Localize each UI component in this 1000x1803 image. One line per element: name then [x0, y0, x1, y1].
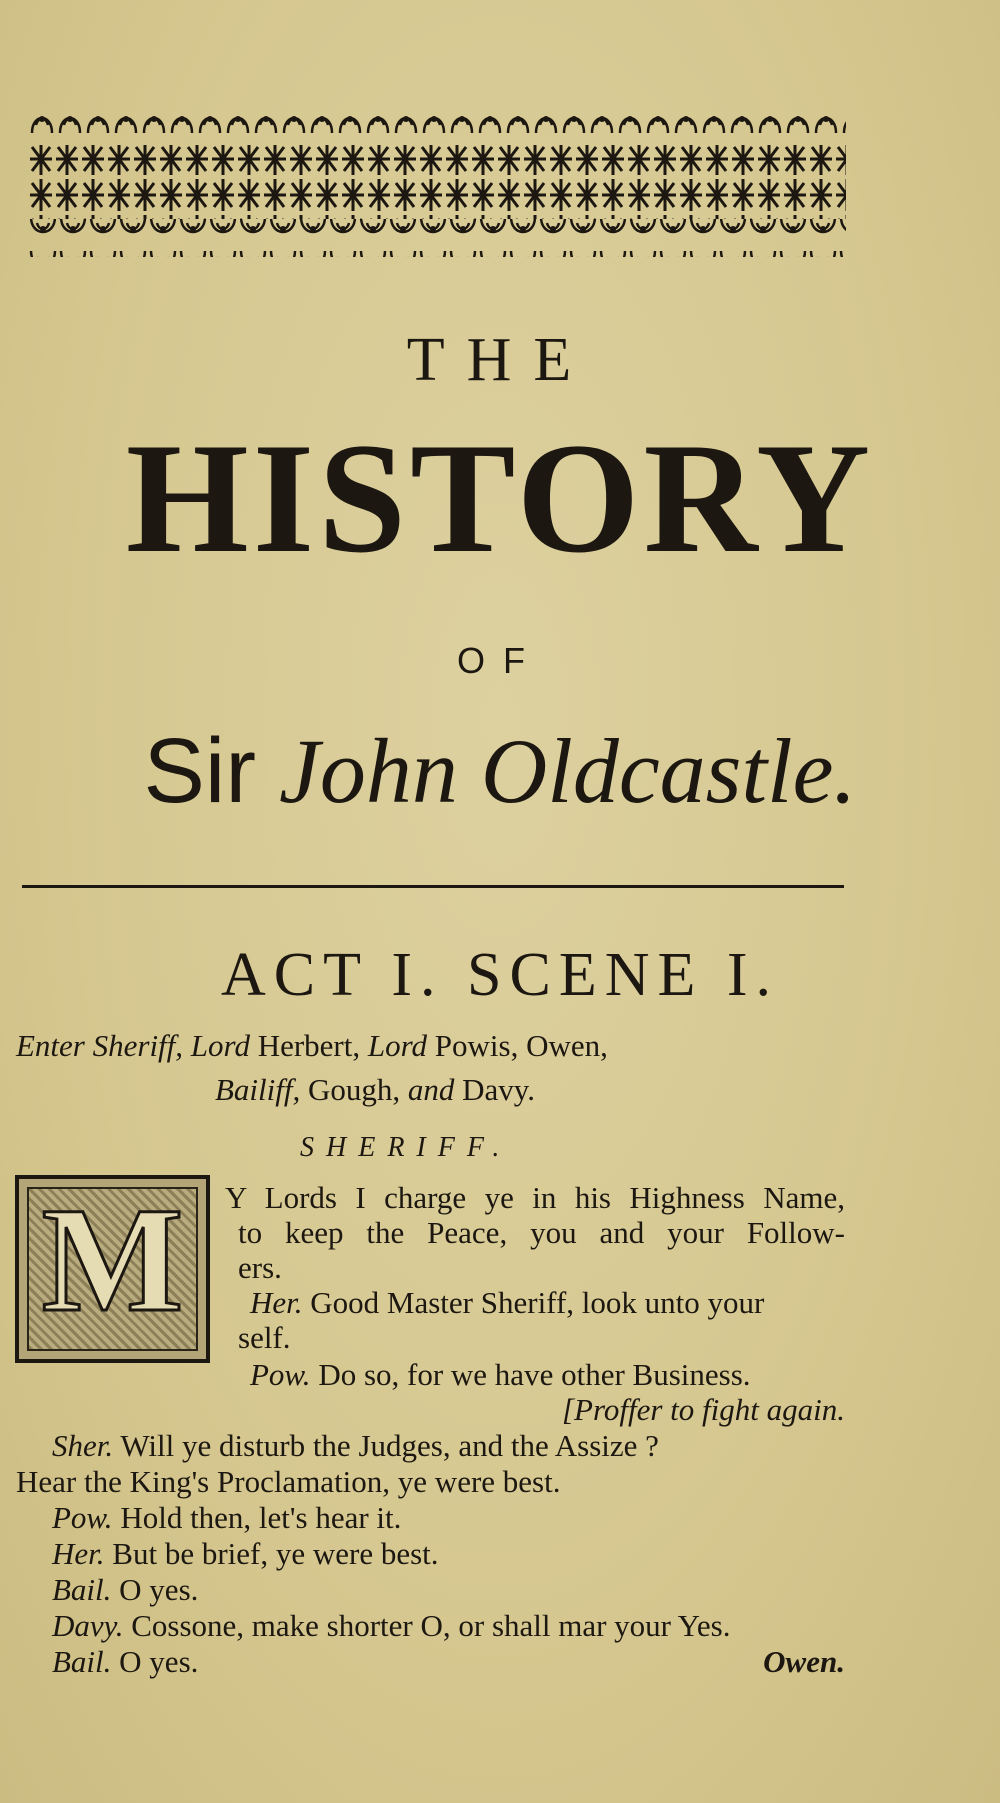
speaker-label: Pow.	[250, 1357, 311, 1392]
line-text: Cossone, make shorter O, or shall mar your Yes.	[131, 1608, 731, 1643]
line-text: to keep the Peace, you and your Follow-	[238, 1215, 845, 1250]
dialogue-line	[52, 1572, 198, 1608]
dialogue-line	[250, 1285, 764, 1321]
title-name-rest: John Oldcastle.	[279, 720, 857, 822]
dialogue-line	[238, 1250, 282, 1286]
dialogue-line	[250, 1357, 751, 1393]
sd-davy: Davy.	[462, 1072, 536, 1107]
stage-direction-line-1	[16, 1028, 608, 1064]
speaker-heading: SHERIFF.	[300, 1132, 512, 1163]
title-the: THE	[406, 326, 594, 394]
sd-sheriff: Sheriff,	[92, 1028, 184, 1063]
line-text: Good Master Sheriff, look unto your	[310, 1285, 765, 1320]
speaker-label: Bail.	[52, 1644, 112, 1679]
line-text: self.	[238, 1320, 291, 1355]
speaker-label: Davy.	[52, 1608, 124, 1643]
sd-powis: Powis,	[434, 1028, 519, 1063]
line-text: Hold then, let's hear it.	[120, 1500, 402, 1535]
line-text: But be brief, ye were best.	[112, 1536, 439, 1571]
sd-owen: Owen,	[526, 1028, 608, 1063]
catchword: Owen.	[763, 1644, 845, 1679]
sd-enter: Enter	[16, 1028, 85, 1063]
ornament-band	[28, 105, 846, 257]
act-scene-heading: ACT I. SCENE I.	[220, 941, 780, 1009]
sd-herbert: Herbert,	[257, 1028, 361, 1063]
sd-lord1: Lord	[190, 1028, 250, 1063]
title-of: OF	[457, 640, 543, 681]
dialogue-line	[225, 1180, 845, 1216]
speaker-label: Her.	[250, 1285, 303, 1320]
horizontal-rule	[22, 885, 844, 888]
line-text: Will ye disturb the Judges, and the Assize ?	[120, 1428, 659, 1463]
dialogue-line	[52, 1428, 659, 1464]
dialogue-line	[238, 1215, 845, 1251]
speaker-label: Her.	[52, 1536, 105, 1571]
dialogue-line	[52, 1644, 198, 1680]
line-text: [Proffer to fight again.	[561, 1392, 845, 1427]
dialogue-line	[16, 1464, 560, 1500]
speaker-label: Bail.	[52, 1572, 112, 1607]
line-text: ers.	[238, 1250, 282, 1285]
sd-lord2: Lord	[367, 1028, 428, 1063]
sd-and: and	[407, 1072, 455, 1107]
stage-direction-proffer	[520, 1392, 845, 1428]
line-text: O yes.	[119, 1572, 199, 1607]
drop-cap-letter: M	[41, 1177, 184, 1343]
line-text: O yes.	[119, 1644, 199, 1679]
title-name-sir: Sir	[143, 720, 256, 822]
sd-gough: Gough,	[308, 1072, 401, 1107]
line-text: Y Lords I charge ye in his Highness Name,	[225, 1180, 845, 1215]
dialogue-line	[238, 1320, 291, 1356]
sd-bailiff: Bailiff,	[215, 1072, 301, 1107]
speaker-label: Sher.	[52, 1428, 114, 1463]
drop-cap	[15, 1175, 210, 1363]
line-text: Hear the King's Proclamation, ye were best.	[16, 1464, 561, 1499]
line-text: Do so, for we have other Business.	[318, 1357, 751, 1392]
title-history: HISTORY	[125, 411, 875, 586]
dialogue-line	[52, 1536, 439, 1572]
dialogue-line	[52, 1500, 401, 1536]
dialogue-line	[52, 1608, 730, 1644]
title-name	[0, 720, 1000, 822]
speaker-label: Pow.	[52, 1500, 113, 1535]
stage-direction-line-2	[215, 1072, 535, 1108]
